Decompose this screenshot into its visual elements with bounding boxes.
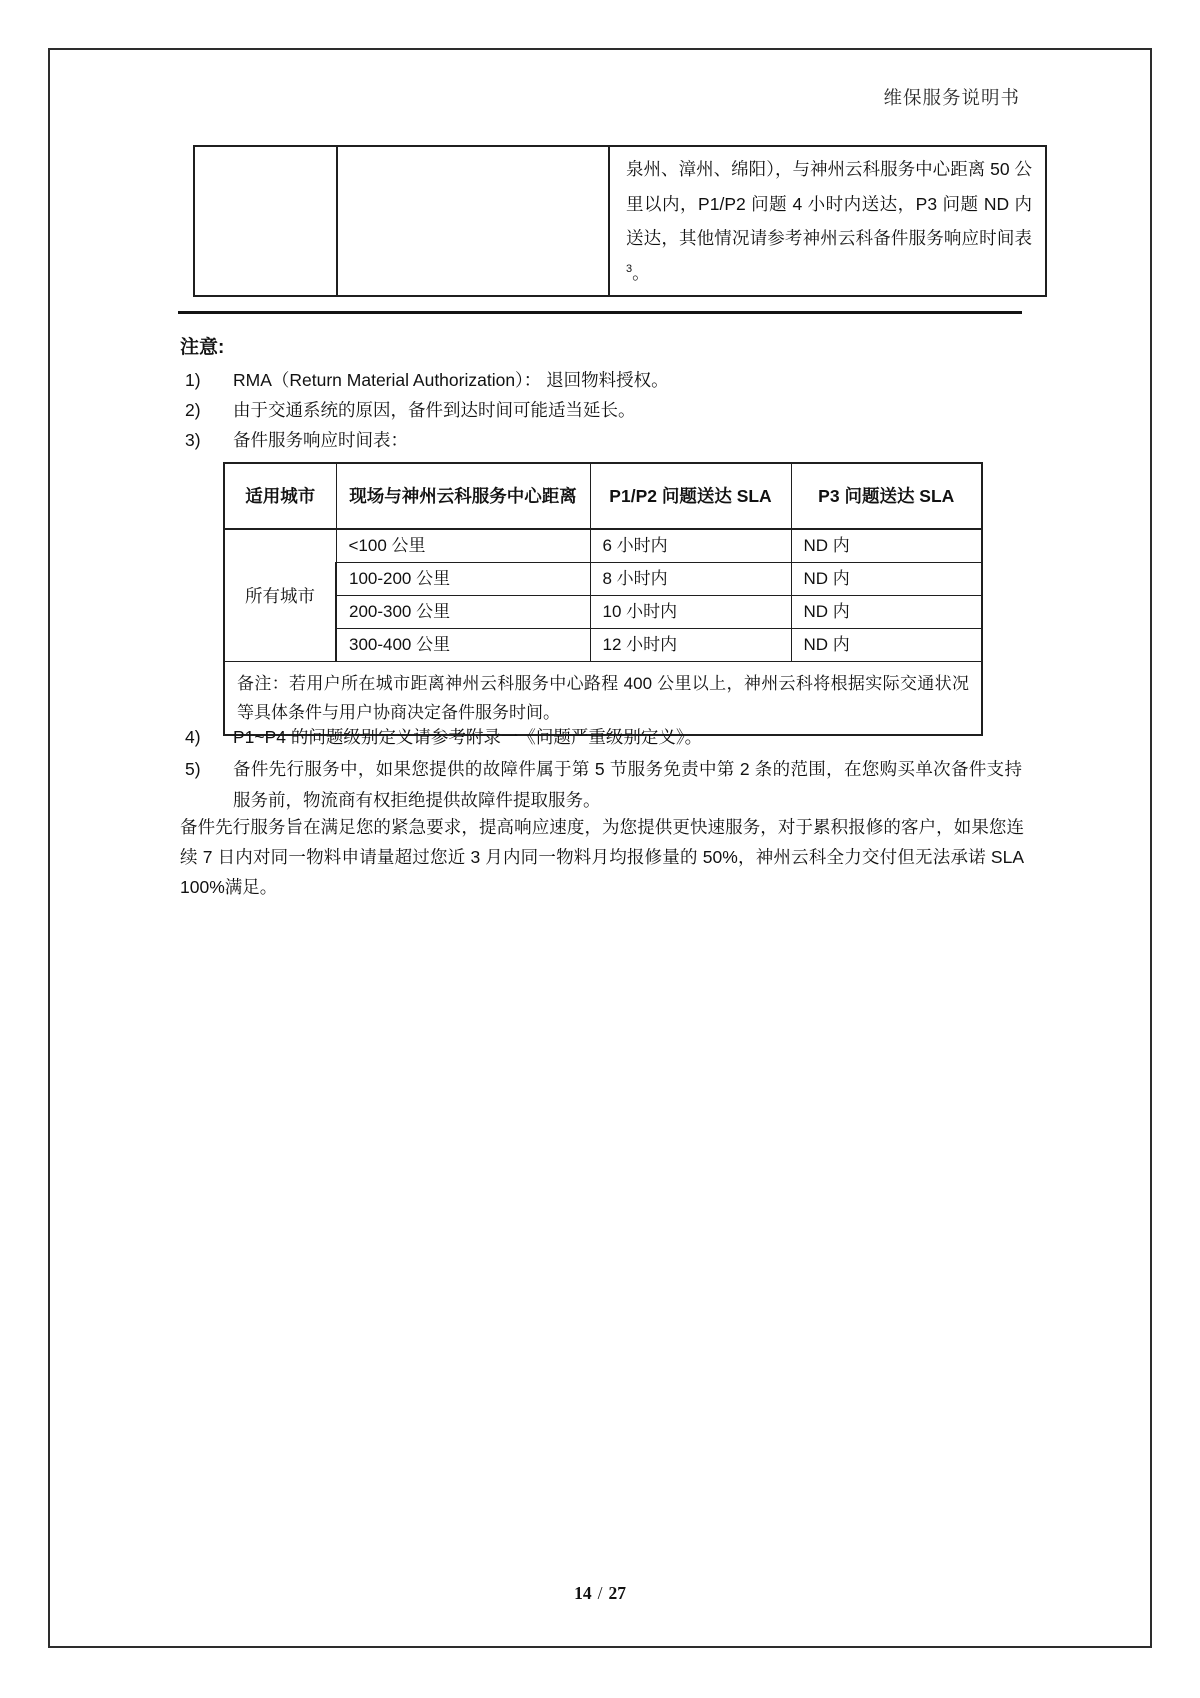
table-row: [194, 146, 1046, 296]
p12-sla-cell: 10 小时内: [590, 596, 791, 629]
p3-sla-cell: ND 内: [791, 563, 982, 596]
list-text: RMA（Return Material Authorization）： 退回物料授权。: [233, 370, 669, 390]
notice-title: 注意:: [180, 337, 225, 358]
list-text: P1~P4 的问题级别定义请参考附录一《问题严重级别定义》。: [233, 727, 703, 747]
list-text: 备件先行服务中，如果您提供的故障件属于第 5 节服务免责中第 2 条的范围，在您购买单次备件支持服务前，物流商有权拒绝提供故障件提取服务。: [233, 759, 1022, 810]
page-number: 14: [574, 1583, 592, 1603]
list-text: 由于交通系统的原因，备件到达时间可能适当延长。: [233, 400, 636, 420]
list-number: 1): [185, 370, 201, 390]
p3-sla-cell: ND 内: [791, 629, 982, 662]
list-number: 5): [185, 759, 201, 779]
p12-sla-cell: 12 小时内: [590, 629, 791, 662]
page-number-separator: /: [597, 1583, 603, 1603]
notice-item-1: [185, 365, 1025, 396]
list-number: 2): [185, 400, 201, 420]
list-number: 3): [185, 430, 201, 450]
table-row: [224, 629, 982, 662]
sla-response-time-table: [223, 462, 983, 736]
table-note-cell: 备注：若用户所在城市距离神州云科服务中心路程 400 公里以上，神州云科将根据实际交通状况等具体条件与用户协商决定备件服务时间。: [224, 662, 982, 736]
footnote-superscript: 3: [626, 262, 633, 275]
p3-sla-cell: ND 内: [791, 596, 982, 629]
header-p3-sla: P3 问题送达 SLA: [791, 463, 982, 529]
city-cell: 所有城市: [224, 529, 336, 662]
table-row: [224, 563, 982, 596]
notice-item-4: [185, 722, 1025, 753]
delivery-detail-cell: [609, 146, 1046, 296]
table-row: [224, 529, 982, 563]
document-header-title: 维保服务说明书: [883, 89, 1020, 109]
closing-paragraph: 备件先行服务旨在满足您的紧急要求，提高响应速度，为您提供更快速服务，对于累积报修的客户，如果您连续 7 日内对同一物料申请量超过您近 3 月内同一物料月均报修量的 50%，神州云科全力交付但无法承诺 SLA 100%满足。: [180, 817, 1024, 897]
distance-cell: 200-300 公里: [336, 596, 590, 629]
notice-item-3: [185, 425, 1025, 456]
empty-cell: [194, 146, 337, 296]
delivery-detail-body: 泉州、漳州、绵阳），与神州云科服务中心距离 50 公里以内，P1/P2 问题 4 小时内送达，P3 问题 ND 内送达，其他情况请参考神州云科备件服务响应时间表: [626, 159, 1032, 248]
table-header-row: [224, 463, 982, 529]
header-distance: 现场与神州云科服务中心距离: [336, 463, 590, 529]
p12-sla-cell: 8 小时内: [590, 563, 791, 596]
list-text: 备件服务响应时间表：: [233, 430, 408, 450]
distance-cell: 300-400 公里: [336, 629, 590, 662]
spare-parts-delivery-table-fragment: [193, 145, 1047, 297]
empty-cell: [337, 146, 609, 296]
page-footer: [0, 1583, 1200, 1604]
p3-sla-cell: ND 内: [791, 529, 982, 563]
page-total: 27: [608, 1583, 626, 1603]
delivery-detail-text: [611, 148, 1044, 294]
list-number: 4): [185, 727, 201, 747]
distance-cell: 100-200 公里: [336, 563, 590, 596]
notice-item-5: [185, 754, 1025, 816]
distance-cell: <100 公里: [336, 529, 590, 563]
header-p12-sla: P1/P2 问题送达 SLA: [590, 463, 791, 529]
p12-sla-cell: 6 小时内: [590, 529, 791, 563]
notice-item-2: [185, 395, 1025, 426]
delivery-detail-tail: 。: [632, 262, 650, 283]
table-row: [224, 596, 982, 629]
header-applicable-city: 适用城市: [224, 463, 336, 529]
section-divider-rule: [178, 311, 1022, 314]
